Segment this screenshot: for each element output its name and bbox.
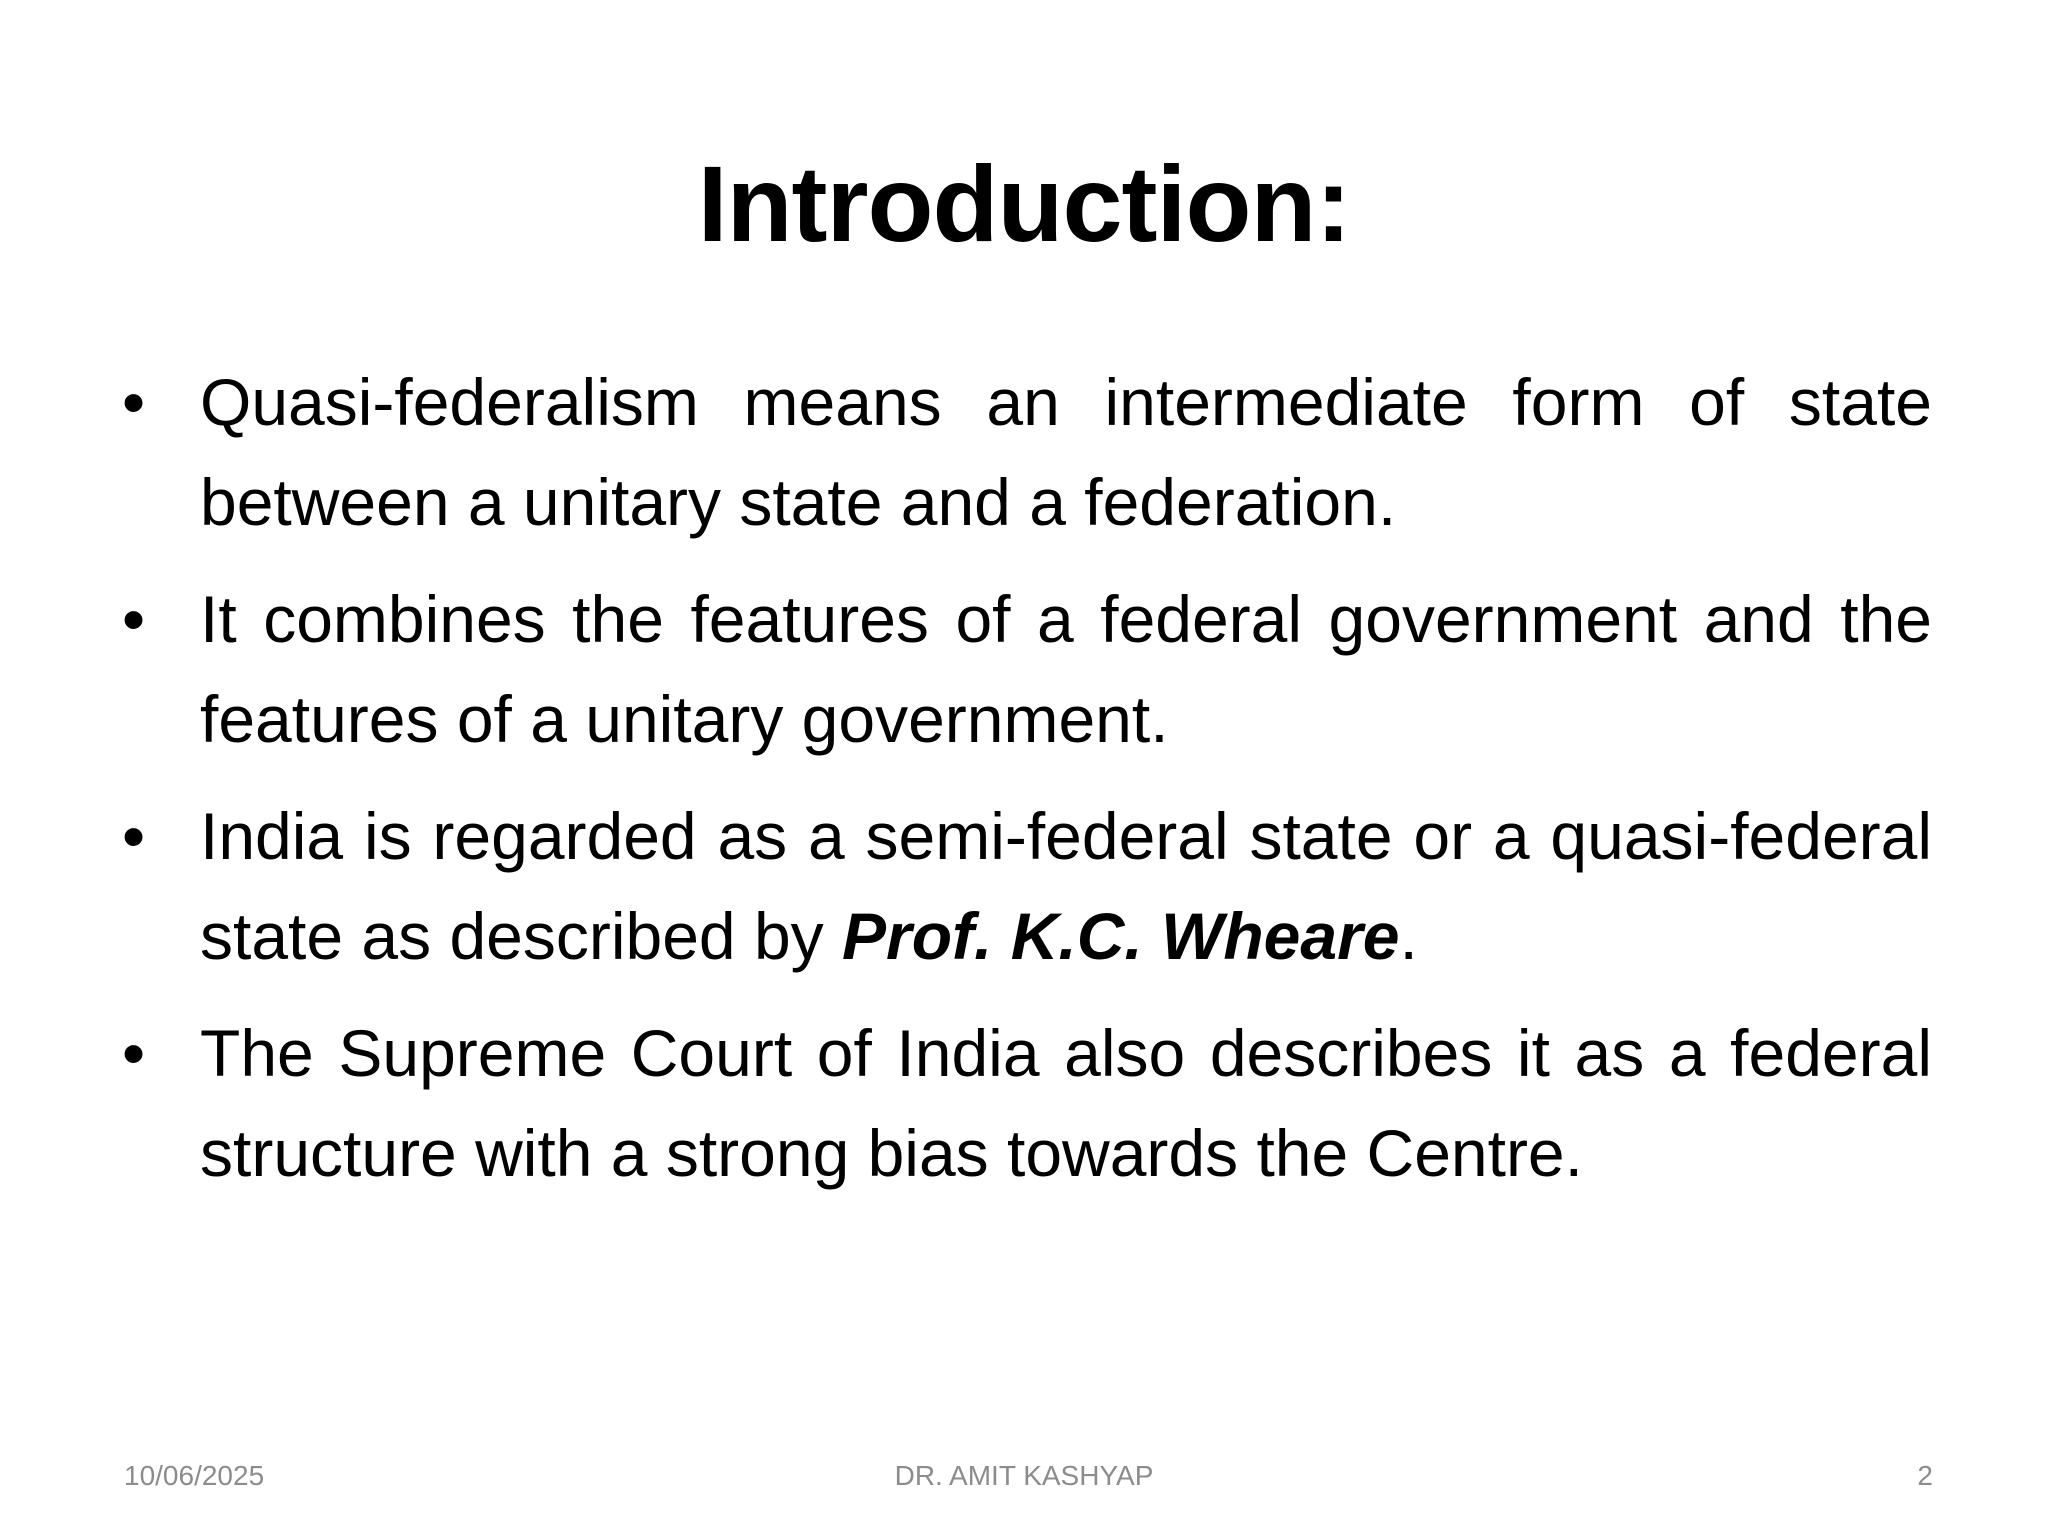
bullet-text-end: . (1399, 899, 1418, 973)
bullet-list (120, 352, 1932, 1220)
footer-page-number: 2 (1917, 1460, 1933, 1491)
footer-author: DR. AMIT KASHYAP (894, 1460, 1154, 1491)
bullet-dot-icon: • (122, 1016, 146, 1090)
bullet-dot-icon: • (122, 365, 146, 439)
bullet-item-4 (120, 1003, 1932, 1203)
bullet-item-1 (120, 352, 1932, 552)
bullet-item-3 (120, 786, 1932, 986)
bullet-text: Quasi-federalism means an intermediate form of state between a unitary state and a federation. (200, 365, 1932, 539)
bullet-dot-icon: • (122, 799, 146, 873)
bullet-text: India is regarded as a semi-federal state or a quasi-federal state as described by (200, 799, 1932, 973)
bullet-text: The Supreme Court of India also describes it as a federal structure with a strong bias towards the Centre. (200, 1016, 1932, 1190)
slide-title: Introduction: (697, 143, 1351, 264)
author-emphasis: Prof. K.C. Wheare (842, 899, 1400, 973)
bullet-item-2 (120, 569, 1932, 769)
bullet-dot-icon: • (122, 582, 146, 656)
footer-date: 10/06/2025 (124, 1460, 265, 1491)
bullet-text: It combines the features of a federal government and the features of a unitary government. (200, 582, 1932, 756)
